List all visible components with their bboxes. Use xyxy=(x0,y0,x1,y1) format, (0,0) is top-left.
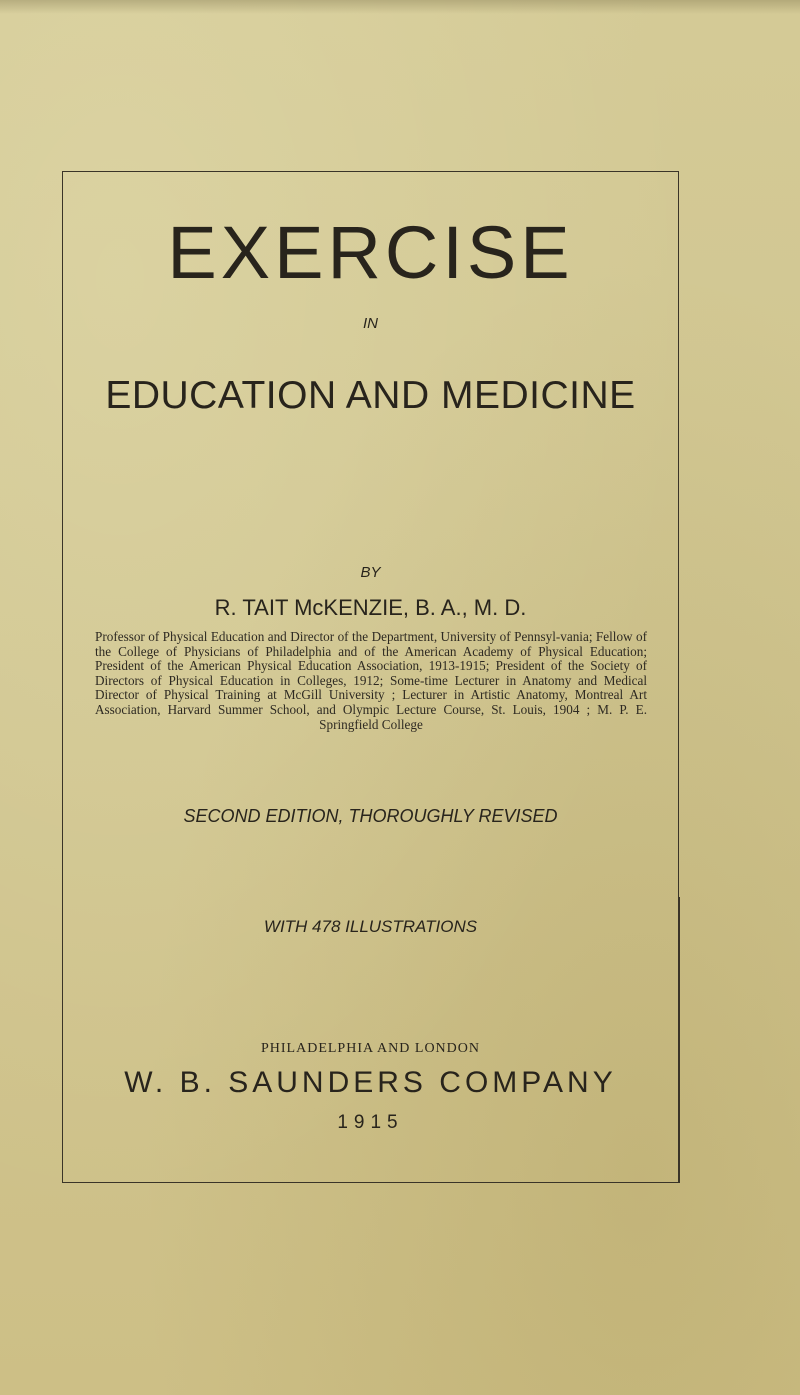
border-right-rule xyxy=(678,897,680,1183)
publication-year: 1915 xyxy=(337,1112,404,1133)
author-name: R. TAIT McKENZIE, B. A., M. D. xyxy=(214,595,527,620)
book-subtitle: EDUCATION AND MEDICINE xyxy=(105,374,636,417)
publisher-cities: PHILADELPHIA AND LONDON xyxy=(261,1041,480,1056)
author-credentials: Professor of Physical Education and Director of the Department, University of Pennsyl-vania; Fellow of the College of Physicians of Philadelphia and of the American Academy of Physical Education; President of the American Physical Education Association, 1913-1915; President of the Society of Directors of Physical Education in Colleges, 1912; Some-time Lecturer in Anatomy and Medical Director of Physical Training at McGill University ; Lecturer in Artistic Anatomy, Montreal Art Association, Harvard Summer School, and Olympic Lecture Course, St. Louis, 1904 ; M. P. E. Springfield College xyxy=(95,629,647,732)
page-edge-shadow xyxy=(0,0,800,14)
title-connector: IN xyxy=(363,315,378,332)
by-label: BY xyxy=(360,564,381,581)
book-title: EXERCISE xyxy=(167,211,574,294)
edition-note: SECOND EDITION, THOROUGHLY REVISED xyxy=(183,806,558,826)
publisher-name: W. B. SAUNDERS COMPANY xyxy=(124,1066,617,1099)
illustrations-note: WITH 478 ILLUSTRATIONS xyxy=(263,917,478,936)
